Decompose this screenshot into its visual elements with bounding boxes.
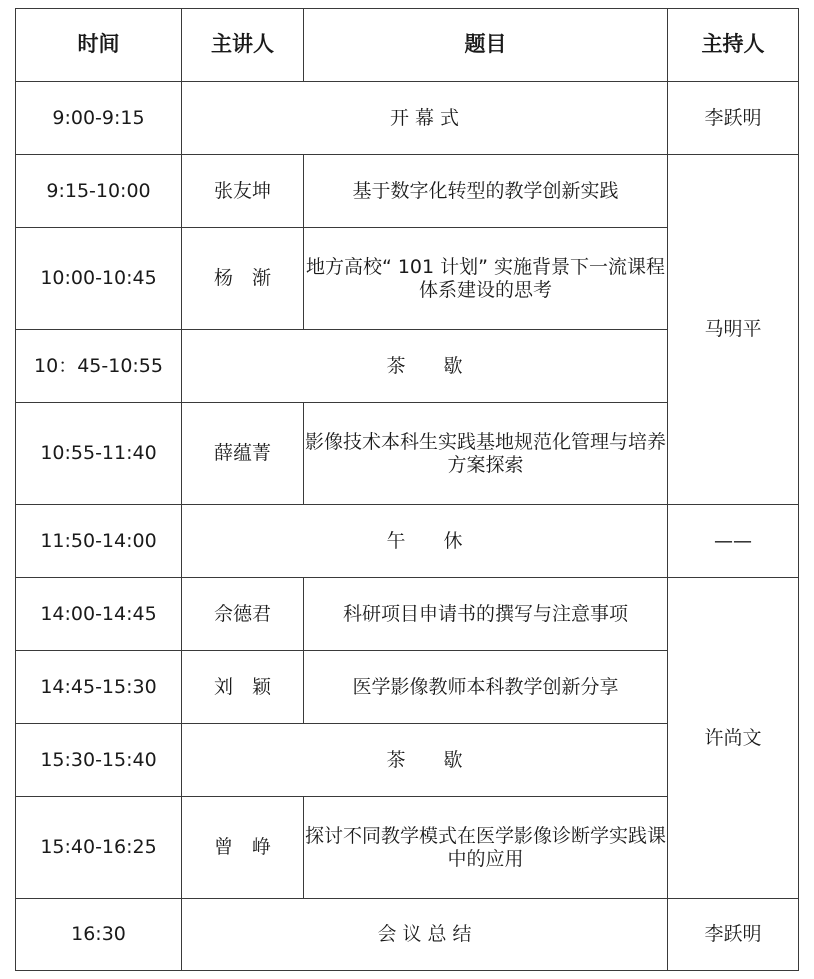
time-cell: 10:00-10:45 (16, 228, 182, 330)
topic-cell: 基于数字化转型的教学创新实践 (304, 155, 668, 228)
table-row (16, 155, 799, 228)
time-cell: 14:45-15:30 (16, 651, 182, 724)
table-row (16, 82, 799, 155)
speaker-cell: 佘德君 (182, 578, 304, 651)
time-cell: 11:50-14:00 (16, 505, 182, 578)
speaker-cell: 张友坤 (182, 155, 304, 228)
header-topic: 题目 (304, 9, 668, 82)
topic-cell: 探讨不同教学模式在医学影像诊断学实践课中的应用 (304, 797, 668, 899)
header-row (16, 9, 799, 82)
time-cell: 9:15-10:00 (16, 155, 182, 228)
host-cell: 李跃明 (668, 82, 799, 155)
time-cell: 14:00-14:45 (16, 578, 182, 651)
session-cell: 茶 歇 (182, 330, 668, 403)
host-cell: 李跃明 (668, 899, 799, 971)
host-cell-xushangwen: 许尚文 (668, 578, 799, 899)
host-cell: —— (668, 505, 799, 578)
topic-cell: 科研项目申请书的撰写与注意事项 (304, 578, 668, 651)
header-host: 主持人 (668, 9, 799, 82)
host-cell-mamingping: 马明平 (668, 155, 799, 505)
topic-cell: 影像技术本科生实践基地规范化管理与培养方案探索 (304, 403, 668, 505)
header-time: 时间 (16, 9, 182, 82)
topic-cell: 地方高校“ 101 计划” 实施背景下一流课程体系建设的思考 (304, 228, 668, 330)
topic-cell: 医学影像教师本科教学创新分享 (304, 651, 668, 724)
time-cell: 15:40-16:25 (16, 797, 182, 899)
speaker-cell: 曾 峥 (182, 797, 304, 899)
header-speaker: 主讲人 (182, 9, 304, 82)
speaker-cell: 刘 颖 (182, 651, 304, 724)
time-cell: 15:30-15:40 (16, 724, 182, 797)
table-row (16, 899, 799, 971)
session-cell: 会 议 总 结 (182, 899, 668, 971)
time-cell: 10：45-10:55 (16, 330, 182, 403)
time-cell: 10:55-11:40 (16, 403, 182, 505)
session-cell: 茶 歇 (182, 724, 668, 797)
table-row (16, 578, 799, 651)
schedule-table (15, 8, 799, 971)
session-cell: 开 幕 式 (182, 82, 668, 155)
speaker-cell: 薛蕴菁 (182, 403, 304, 505)
session-cell: 午 休 (182, 505, 668, 578)
speaker-cell: 杨 渐 (182, 228, 304, 330)
table-row (16, 505, 799, 578)
time-cell: 9:00-9:15 (16, 82, 182, 155)
time-cell: 16:30 (16, 899, 182, 971)
